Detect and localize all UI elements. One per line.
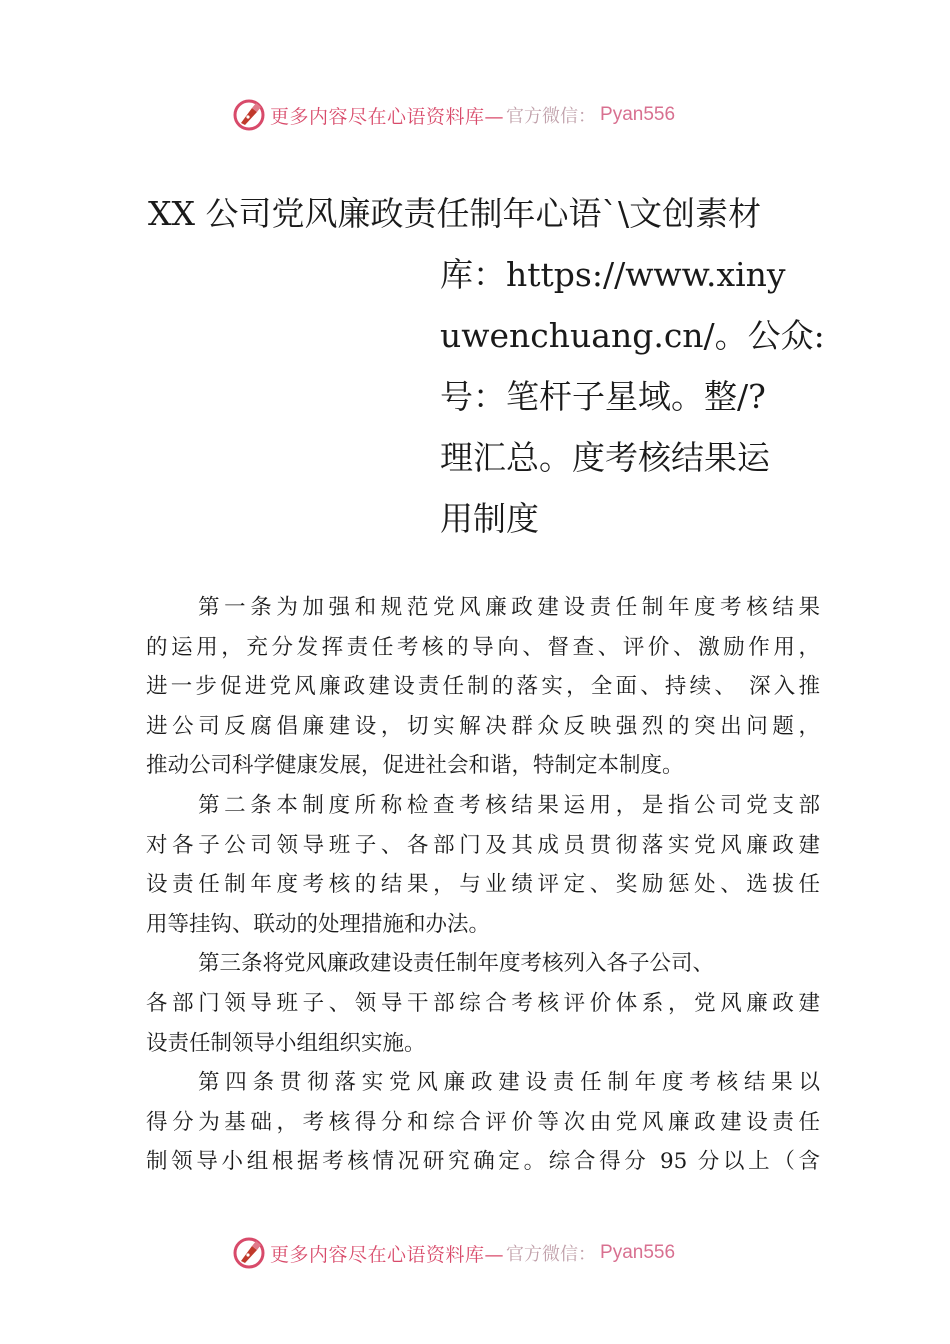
body-line: 进一步促进党风廉政建设责任制的落实，全面、持续、 深入推 bbox=[146, 674, 820, 700]
body-line: 第三条将党风廉政建设责任制年度考核列入各子公司、 bbox=[198, 951, 715, 977]
title-line: XX 公司党风廉政责任制年心语`\文创素材 bbox=[148, 194, 762, 233]
article-2 bbox=[146, 786, 820, 944]
pen-nib-logo-icon bbox=[232, 1236, 266, 1270]
title-line: 用制度 bbox=[440, 499, 539, 538]
body-line: 第四条贯彻落实党风廉政建设责任制年度考核结果以 bbox=[198, 1070, 820, 1096]
body-line: 进公司反腐倡廉建设，切实解决群众反映强烈的突出问题， bbox=[146, 713, 820, 739]
body-line: 的运用，充分发挥责任考核的导向、督查、评价、激励作用， bbox=[146, 634, 820, 660]
body-line: 设责任制领导小组组织实施。 bbox=[146, 1030, 426, 1056]
article-4 bbox=[146, 1063, 820, 1182]
pen-nib-logo-icon bbox=[232, 98, 266, 132]
title-line: 号：笔杆子星域。整/? bbox=[440, 377, 766, 416]
body-line: 对各子公司领导班子、各部门及其成员贯彻落实党风廉政建 bbox=[146, 832, 820, 858]
body-line: 用等挂钩、联动的处理措施和办法。 bbox=[146, 911, 491, 937]
article-3 bbox=[146, 944, 820, 1063]
body-line: 各部门领导班子、领导干部综合考核评价体系，党风廉政建 bbox=[146, 990, 820, 1016]
footer-banner bbox=[232, 1235, 732, 1271]
title-line: uwenchuang.cn/。公众: bbox=[440, 316, 825, 355]
banner-wechat-id: Pyan556 bbox=[600, 1242, 676, 1263]
body-line: 制领导小组根据考核情况研究确定。综合得分 95 分以上（含 bbox=[146, 1149, 820, 1175]
banner-label: 官方微信： bbox=[506, 1244, 597, 1265]
body-line: 推动公司科学健康发展，促进社会和谐，特制定本制度。 bbox=[146, 753, 684, 779]
banner-text: 更多内容尽在心语资料库— bbox=[270, 105, 505, 128]
document-body bbox=[146, 588, 820, 1182]
document-title bbox=[148, 183, 828, 549]
banner-text: 更多内容尽在心语资料库— bbox=[270, 1243, 505, 1266]
title-line: 理汇总。度考核结果运 bbox=[440, 438, 770, 477]
article-1 bbox=[146, 588, 820, 786]
body-line: 设责任制年度考核的结果，与业绩评定、奖励惩处、选拔任 bbox=[146, 872, 820, 898]
body-line: 第一条为加强和规范党风廉政建设责任制年度考核结果 bbox=[198, 595, 820, 620]
title-line: 库：https://www.xiny bbox=[440, 255, 786, 294]
header-banner bbox=[232, 97, 732, 133]
banner-wechat-id: Pyan556 bbox=[600, 104, 676, 125]
banner-label: 官方微信： bbox=[506, 106, 597, 127]
body-line: 得分为基础，考核得分和综合评价等次由党风廉政建设责任 bbox=[146, 1109, 820, 1135]
body-line: 第二条本制度所称检查考核结果运用，是指公司党支部 bbox=[198, 792, 820, 818]
